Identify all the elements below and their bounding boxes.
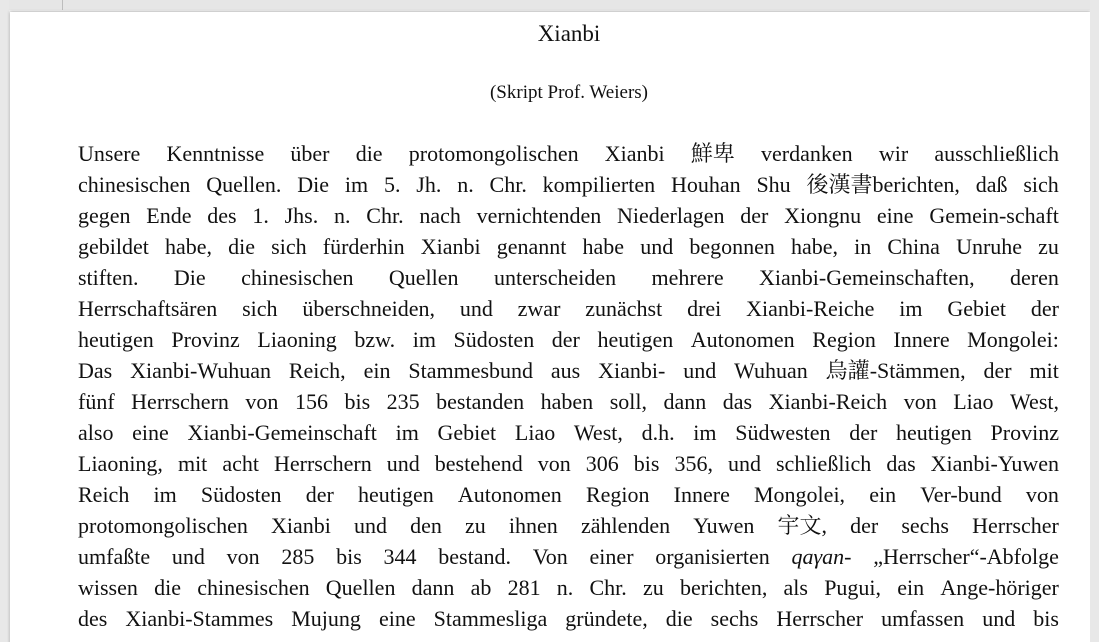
word: ausschließlich xyxy=(934,141,1059,166)
word: mehrere xyxy=(651,265,724,290)
word: der xyxy=(850,513,879,538)
word xyxy=(791,541,851,572)
word: und xyxy=(982,606,1016,631)
word: 281 xyxy=(507,575,541,600)
italic-term: qaγan- xyxy=(791,544,852,569)
word: den xyxy=(410,513,442,538)
word: sich xyxy=(271,234,307,259)
text-line xyxy=(78,169,1059,200)
word: Autonomen xyxy=(457,482,562,507)
word: Innere xyxy=(673,482,730,507)
text-line xyxy=(78,293,1059,324)
text-line xyxy=(78,541,1059,572)
word: und xyxy=(640,234,674,259)
text-line xyxy=(78,479,1059,510)
word: Jh. xyxy=(416,172,442,197)
word: der xyxy=(305,482,334,507)
document-page xyxy=(10,12,1090,642)
text-line xyxy=(78,386,1059,417)
word: die xyxy=(154,575,181,600)
word: bis xyxy=(1033,606,1059,631)
word: der xyxy=(1030,296,1059,321)
word: eine xyxy=(378,606,416,631)
word: in xyxy=(854,234,872,259)
word: die xyxy=(228,234,256,259)
word: von xyxy=(903,389,937,414)
word: Shu xyxy=(756,172,791,197)
text-line xyxy=(78,262,1059,293)
word: im xyxy=(899,296,923,321)
word: der xyxy=(849,420,878,445)
word: und xyxy=(354,513,388,538)
word: berichten, xyxy=(679,575,768,600)
word: Yuwen xyxy=(693,513,755,538)
word: im xyxy=(153,482,177,507)
margin-marker xyxy=(62,0,63,10)
word: 後漢書berichten, xyxy=(806,172,960,198)
body-paragraph xyxy=(78,138,1059,634)
word: das xyxy=(722,389,753,414)
word: Chr. xyxy=(366,203,404,228)
word: Herrscher xyxy=(776,606,864,631)
word: 285 xyxy=(281,544,315,569)
word: Liao xyxy=(514,420,556,445)
word: 5. xyxy=(383,172,401,197)
word: gründete, xyxy=(565,606,648,631)
word: Unsere xyxy=(78,141,141,166)
word: eine xyxy=(876,203,914,228)
top-ruler-edge xyxy=(0,0,1099,10)
word: des xyxy=(207,203,237,228)
word: ab xyxy=(470,575,492,600)
word: fünf xyxy=(78,389,115,414)
word: Reich, xyxy=(288,358,346,383)
word: ein xyxy=(897,575,925,600)
word: habe, xyxy=(790,234,838,259)
word: Xianbi-Gemeinschaft xyxy=(187,420,377,445)
word: Von xyxy=(532,544,568,569)
word: im xyxy=(412,327,436,352)
word: der xyxy=(983,358,1012,383)
word: Xianbi-Wuhuan xyxy=(130,358,271,383)
word: Reich xyxy=(78,482,130,507)
word: des xyxy=(78,606,108,631)
word: Provinz xyxy=(990,420,1059,445)
word: haben xyxy=(540,389,594,414)
word: Gemein-schaft xyxy=(929,203,1059,228)
word: mit xyxy=(1029,358,1059,383)
word: 344 xyxy=(383,544,417,569)
word: von xyxy=(1025,482,1059,507)
word: Jhs. xyxy=(284,203,319,228)
text-line xyxy=(78,355,1059,386)
word: eine xyxy=(132,420,169,445)
word: organisierten xyxy=(655,544,770,569)
word: sechs xyxy=(710,606,759,631)
word: Xianbi-Yuwen xyxy=(930,451,1059,476)
word: heutigen xyxy=(357,482,434,507)
word: der xyxy=(551,327,580,352)
word: 宇文, xyxy=(777,513,827,539)
word: Quellen xyxy=(388,265,459,290)
word: chinesischen xyxy=(241,265,354,290)
word: Pugui, xyxy=(824,575,882,600)
word: 235 xyxy=(386,389,420,414)
word: der xyxy=(740,203,769,228)
word: ein xyxy=(869,482,897,507)
word: Herrschern xyxy=(131,389,229,414)
word: verdanken xyxy=(761,141,853,166)
word: bestehend xyxy=(434,451,523,476)
word: Region xyxy=(812,327,876,352)
word: Xianbi xyxy=(420,234,481,259)
text-line xyxy=(78,231,1059,262)
word: und xyxy=(727,451,761,476)
word: und xyxy=(459,296,493,321)
word: genannt xyxy=(496,234,567,259)
text-line xyxy=(78,510,1059,541)
word: n. xyxy=(334,203,351,228)
word: das xyxy=(886,451,916,476)
word: Chr. xyxy=(489,172,527,197)
word: habe xyxy=(582,234,625,259)
word: protomongolischen xyxy=(78,513,248,538)
word: Das xyxy=(78,358,113,383)
word: gegen xyxy=(78,203,131,228)
word: 1. xyxy=(252,203,269,228)
word: Stammesliga xyxy=(433,606,548,631)
word: mit xyxy=(177,451,208,476)
page-title: Xianbi xyxy=(537,21,601,46)
text-line xyxy=(78,200,1059,231)
word: einer xyxy=(589,544,634,569)
word: nach xyxy=(419,203,461,228)
word: 306 xyxy=(585,451,619,476)
word: West, xyxy=(573,420,623,445)
word: Gebiet xyxy=(947,296,1006,321)
word: protomongolischen xyxy=(408,141,579,166)
word: bis xyxy=(344,389,371,414)
word: bis xyxy=(336,544,362,569)
chinese-characters: 後漢書 xyxy=(806,173,873,198)
word: von xyxy=(537,451,571,476)
word: soll, xyxy=(609,389,647,414)
word: bestand. xyxy=(438,544,511,569)
text-line xyxy=(78,138,1059,169)
word: 156 xyxy=(294,389,328,414)
word: dann xyxy=(411,575,455,600)
word: Gebiet xyxy=(437,420,497,445)
word: bestanden xyxy=(436,389,525,414)
word: Kenntnisse xyxy=(166,141,265,166)
word: ihnen xyxy=(508,513,558,538)
word: heutigen xyxy=(597,327,674,352)
word: n. xyxy=(556,575,574,600)
word: sich xyxy=(242,296,278,321)
text-line xyxy=(78,572,1059,603)
word: Wuhuan xyxy=(734,358,808,383)
word: chinesischen xyxy=(78,172,191,197)
word: Provinz xyxy=(171,327,240,352)
word: begonnen xyxy=(689,234,775,259)
word: Quellen. xyxy=(206,172,282,197)
word: umfassen xyxy=(881,606,965,631)
word: Mongolei, xyxy=(754,482,846,507)
word: Innere xyxy=(893,327,950,352)
left-edge xyxy=(0,0,9,642)
word: über xyxy=(290,141,330,166)
word: zu xyxy=(465,513,486,538)
word: 烏讙-Stämmen, xyxy=(825,358,966,384)
word: Xianbi-Reich xyxy=(768,389,888,414)
word: schließlich xyxy=(776,451,872,476)
word: Xiongnu xyxy=(784,203,862,228)
word: Region xyxy=(585,482,650,507)
word: im xyxy=(395,420,419,445)
text-line xyxy=(78,324,1059,355)
word: von xyxy=(245,389,279,414)
word: von xyxy=(226,544,260,569)
word: Xianbi- xyxy=(598,358,666,383)
word: Xianbi-Gemeinschaften, xyxy=(759,265,975,290)
word: unterscheiden xyxy=(493,265,617,290)
word: Unruhe xyxy=(956,234,1023,259)
word: Quellen xyxy=(325,575,396,600)
word: China xyxy=(887,234,940,259)
right-edge xyxy=(1090,0,1099,642)
word: und xyxy=(171,544,205,569)
word: kompilierten xyxy=(542,172,656,197)
word: Xianbi xyxy=(604,141,665,166)
word: Xianbi xyxy=(271,513,331,538)
word: Mongolei: xyxy=(967,327,1059,352)
word: Autonomen xyxy=(690,327,795,352)
word: Stammesbund xyxy=(408,358,534,383)
word: „Herrscher“-Abfolge xyxy=(873,544,1059,569)
word: Die xyxy=(173,265,206,290)
word: als xyxy=(783,575,808,600)
word: die xyxy=(355,141,383,166)
word: zu xyxy=(1038,234,1059,259)
word: habe, xyxy=(165,234,213,259)
word: heutigen xyxy=(78,327,154,352)
word: überschneiden, xyxy=(302,296,435,321)
word: Die xyxy=(297,172,330,197)
word: Niederlagen xyxy=(617,203,725,228)
word: Mujung xyxy=(291,606,361,631)
word: chinesischen xyxy=(197,575,310,600)
word: dann xyxy=(663,389,707,414)
word: und xyxy=(386,451,420,476)
word: vernichtenden xyxy=(476,203,602,228)
word: sich xyxy=(1023,172,1059,197)
word: Xianbi-Stammes xyxy=(125,606,274,631)
word: sechs xyxy=(901,513,949,538)
word: bis xyxy=(633,451,660,476)
word xyxy=(691,138,735,169)
word: zählenden xyxy=(580,513,671,538)
word: daß xyxy=(975,172,1008,197)
word: umfaßte xyxy=(78,544,151,569)
word: Liaoning xyxy=(257,327,337,352)
word: Ver-bund xyxy=(920,482,1002,507)
page-subtitle: (Skript Prof. Weiers) xyxy=(489,82,648,103)
word: Südosten xyxy=(453,327,535,352)
word: d.h. xyxy=(641,420,675,445)
word: stiften. xyxy=(78,265,139,290)
word: n. xyxy=(457,172,474,197)
word: deren xyxy=(1010,265,1059,290)
word: Chr. xyxy=(589,575,627,600)
chinese-characters: 鮮卑 xyxy=(690,142,735,167)
word: im xyxy=(693,420,717,445)
chinese-characters: 宇文 xyxy=(777,514,822,539)
word: Südwesten xyxy=(735,420,831,445)
word: ein xyxy=(363,358,391,383)
chinese-characters: 烏讙 xyxy=(825,359,870,384)
word: West, xyxy=(1010,389,1059,414)
word: und xyxy=(683,358,717,383)
word: also xyxy=(78,420,114,445)
word: wir xyxy=(878,141,909,166)
word: wissen xyxy=(78,575,138,600)
word: zu xyxy=(643,575,664,600)
word: heutigen xyxy=(896,420,972,445)
word: drei xyxy=(687,296,722,321)
word: Herrschern xyxy=(273,451,372,476)
text-line xyxy=(78,417,1059,448)
word: Ange-höriger xyxy=(940,575,1059,600)
word: zunächst xyxy=(585,296,663,321)
word: bzw. xyxy=(354,327,396,352)
word: acht xyxy=(222,451,259,476)
word: zwar xyxy=(517,296,561,321)
word: Südosten xyxy=(200,482,282,507)
word: die xyxy=(665,606,693,631)
word: Ende xyxy=(146,203,192,228)
word: Liaoning, xyxy=(78,451,163,476)
word: 356, xyxy=(674,451,713,476)
word: aus xyxy=(550,358,581,383)
word: im xyxy=(344,172,369,197)
word: Houhan xyxy=(670,172,741,197)
word: Herrscher xyxy=(972,513,1059,538)
word: fürderhin xyxy=(322,234,405,259)
word: Xianbi-Reiche xyxy=(746,296,875,321)
text-line xyxy=(78,448,1059,479)
word: Herrschaftsären xyxy=(78,296,218,321)
word: gebildet xyxy=(78,234,149,259)
word: Liao xyxy=(953,389,994,414)
text-line xyxy=(78,603,1059,634)
